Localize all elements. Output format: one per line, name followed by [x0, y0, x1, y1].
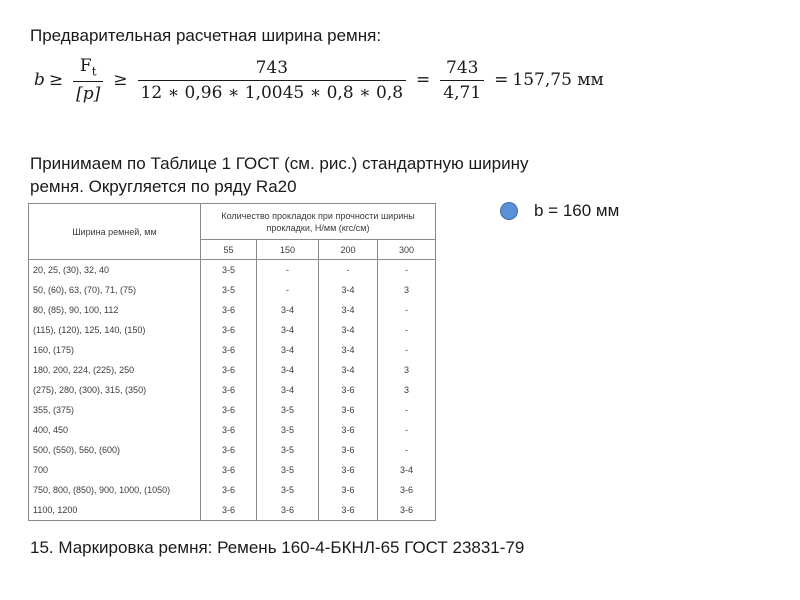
ply-count-cell: 3-4: [319, 340, 378, 360]
table-row: [29, 500, 436, 521]
ply-count-cell: 3-5: [257, 480, 319, 500]
ply-count-cell: 3-4: [257, 320, 319, 340]
table-row: [29, 460, 436, 480]
ply-count-cell: -: [378, 340, 436, 360]
ply-count-cell: 3: [378, 280, 436, 300]
ply-count-cell: 3-5: [257, 400, 319, 420]
force-symbol: F: [79, 56, 92, 77]
ply-count-cell: 3-6: [378, 500, 436, 521]
ply-count-cell: 3-6: [201, 380, 257, 400]
paragraph-line-1: Принимаем по Таблице 1 ГОСТ (см. рис.) стандартную ширину: [30, 154, 529, 173]
gost-belt-table: [28, 203, 436, 521]
ply-count-cell: -: [378, 420, 436, 440]
table-row: [29, 380, 436, 400]
belt-width-cell: 400, 450: [29, 420, 201, 440]
table-row: [29, 480, 436, 500]
belt-width-cell: 50, (60), 63, (70), 71, (75): [29, 280, 201, 300]
standard-width-paragraph: [30, 152, 630, 198]
ply-count-cell: 3-6: [319, 460, 378, 480]
ply-count-cell: 3-5: [257, 440, 319, 460]
formula-lhs: b: [34, 70, 45, 90]
table-row: [29, 360, 436, 380]
ply-count-cell: 3-5: [257, 460, 319, 480]
formula-geq-1: ≥: [48, 70, 64, 90]
ply-count-cell: 3-6: [201, 340, 257, 360]
ply-count-cell: 3-6: [201, 500, 257, 521]
ply-count-cell: 3-6: [201, 440, 257, 460]
ply-count-cell: 3-6: [319, 500, 378, 521]
fraction-1-denominator: [p]: [73, 81, 103, 104]
formula-fraction-coefficients: [138, 58, 407, 103]
fraction-3-numerator: 743: [446, 57, 479, 78]
ply-count-cell: -: [378, 260, 436, 281]
selected-width-text: b = 160 мм: [534, 201, 620, 220]
belt-width-cell: 1100, 1200: [29, 500, 201, 521]
ply-count-cell: 3-6: [319, 480, 378, 500]
ply-count-cell: 3-6: [201, 420, 257, 440]
belt-width-cell: 80, (85), 90, 100, 112: [29, 300, 201, 320]
ply-count-cell: -: [378, 400, 436, 420]
ply-count-cell: 3-6: [319, 420, 378, 440]
fraction-2-denominator: 12 ∗ 0,96 ∗ 1,0045 ∗ 0,8 ∗ 0,8: [138, 80, 407, 103]
table-row: [29, 280, 436, 300]
belt-width-cell: 160, (175): [29, 340, 201, 360]
table-row: [29, 340, 436, 360]
column-header-strength-55: 55: [201, 240, 257, 260]
table-row: [29, 300, 436, 320]
ply-count-cell: 3-4: [319, 280, 378, 300]
ply-count-cell: 3-4: [378, 460, 436, 480]
table-row: [29, 320, 436, 340]
ply-count-cell: -: [257, 260, 319, 281]
formula-fraction-simplified: [440, 58, 484, 103]
fraction-2-numerator: 743: [255, 57, 289, 78]
formula-fraction-force-pressure: [73, 56, 103, 103]
ply-count-cell: 3-6: [201, 480, 257, 500]
ply-count-cell: -: [378, 320, 436, 340]
table-row: [29, 260, 436, 281]
ply-count-cell: -: [319, 260, 378, 281]
belt-width-cell: 700: [29, 460, 201, 480]
selected-width-callout: [500, 201, 619, 221]
belt-width-formula: [34, 50, 604, 110]
fraction-1-numerator: [77, 56, 100, 80]
ply-count-cell: 3-6: [319, 440, 378, 460]
fraction-3-denominator: 4,71: [440, 80, 484, 103]
ply-count-cell: 3-4: [319, 300, 378, 320]
column-header-strength-200: 200: [319, 240, 378, 260]
ply-count-cell: 3: [378, 380, 436, 400]
ply-count-cell: 3-4: [319, 360, 378, 380]
table-row: [29, 420, 436, 440]
ply-count-cell: 3-4: [257, 360, 319, 380]
belt-width-cell: 180, 200, 224, (225), 250: [29, 360, 201, 380]
ply-count-cell: 3-6: [201, 300, 257, 320]
section-heading: Предварительная расчетная ширина ремня:: [30, 26, 382, 45]
ply-count-cell: 3-5: [257, 420, 319, 440]
table-body: [29, 260, 436, 521]
ply-count-cell: 3-6: [378, 480, 436, 500]
ply-count-cell: 3-4: [319, 320, 378, 340]
ply-count-cell: 3-6: [201, 400, 257, 420]
ply-count-cell: 3-6: [201, 320, 257, 340]
ply-count-cell: 3-4: [257, 300, 319, 320]
ply-count-cell: 3-6: [201, 360, 257, 380]
column-header-belt-width: Ширина ремней, мм: [29, 204, 201, 260]
belt-marking-line: 15. Маркировка ремня: Ремень 160-4-БКНЛ-65 ГОСТ 23831-79: [30, 538, 525, 557]
ply-count-cell: 3-4: [257, 340, 319, 360]
belt-width-cell: (115), (120), 125, 140, (150): [29, 320, 201, 340]
ply-count-cell: 3-5: [201, 280, 257, 300]
ply-count-cell: 3-5: [201, 260, 257, 281]
ply-count-cell: 3-6: [257, 500, 319, 521]
column-header-ply-count: Количество прокладок при прочности ширины прокладки, Н/мм (кгс/см): [201, 204, 436, 240]
table-row: [29, 440, 436, 460]
belt-width-cell: 355, (375): [29, 400, 201, 420]
force-subscript: t: [91, 64, 97, 79]
belt-width-cell: (275), 280, (300), 315, (350): [29, 380, 201, 400]
ply-count-cell: 3-6: [201, 460, 257, 480]
ply-count-cell: 3: [378, 360, 436, 380]
belt-width-cell: 500, (550), 560, (600): [29, 440, 201, 460]
formula-eq-2: =: [494, 70, 509, 90]
column-header-strength-300: 300: [378, 240, 436, 260]
ply-count-cell: -: [378, 300, 436, 320]
circle-bullet-icon: [500, 202, 518, 220]
paragraph-line-2: ремня. Округляется по ряду Ra20: [30, 177, 297, 196]
formula-result: 157,75 мм: [512, 70, 604, 90]
ply-count-cell: -: [378, 440, 436, 460]
belt-width-cell: 20, 25, (30), 32, 40: [29, 260, 201, 281]
ply-count-cell: -: [257, 280, 319, 300]
column-header-strength-150: 150: [257, 240, 319, 260]
table-row: [29, 400, 436, 420]
ply-count-cell: 3-6: [319, 380, 378, 400]
belt-width-cell: 750, 800, (850), 900, 1000, (1050): [29, 480, 201, 500]
ply-count-cell: 3-6: [319, 400, 378, 420]
formula-eq-1: =: [416, 70, 431, 90]
ply-count-cell: 3-4: [257, 380, 319, 400]
formula-geq-2: ≥: [113, 70, 128, 90]
